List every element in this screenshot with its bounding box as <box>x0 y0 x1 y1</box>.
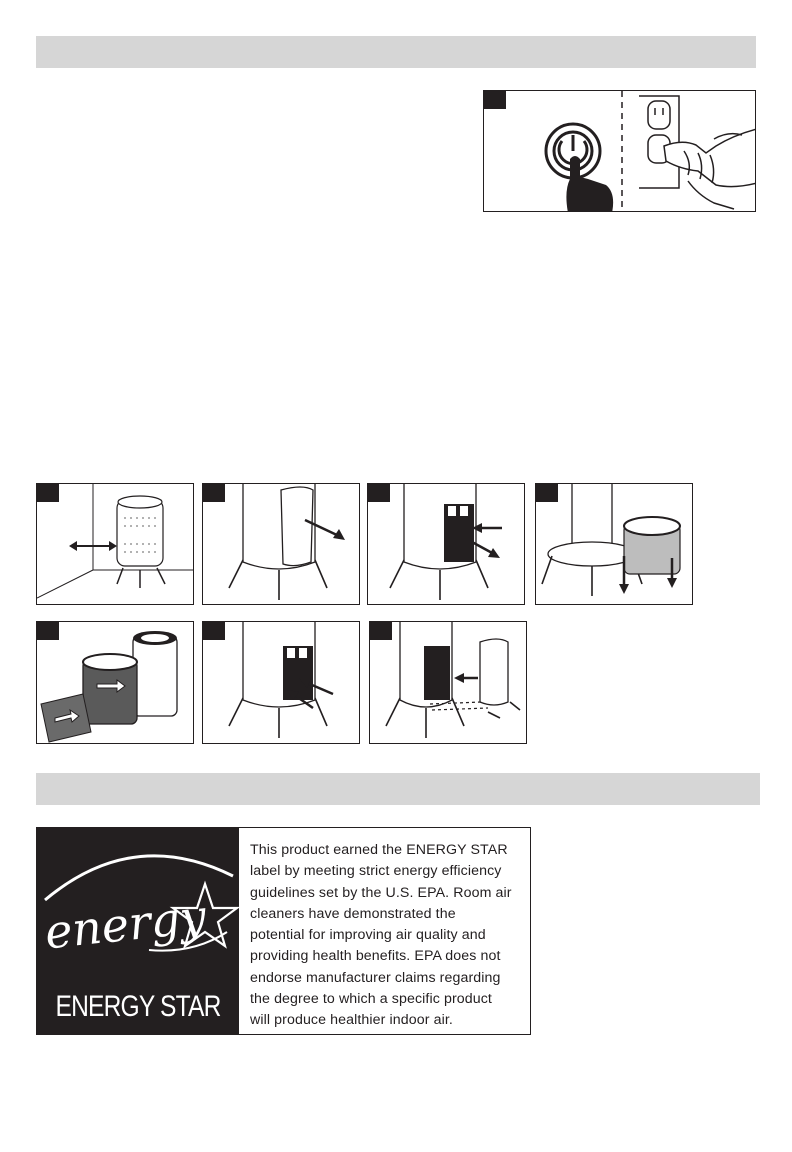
figure-placement-clearance <box>36 483 194 605</box>
figure-replace-cover <box>369 621 527 744</box>
figure-lift-filter <box>535 483 693 605</box>
statement-line: label by meeting strict energy efficiency <box>250 863 502 880</box>
energy-script-text: energy <box>42 888 209 960</box>
energy-star-emblem-icon <box>37 828 239 984</box>
replace-cover-icon <box>370 622 527 744</box>
energy-star-statement-box <box>36 827 531 1035</box>
prefilter-wrap-icon <box>37 622 194 744</box>
figure-power-outlet <box>483 90 756 212</box>
top-section-heading-bar <box>36 36 756 68</box>
energy-star-wordmark-box <box>37 984 239 1034</box>
energy-star-section-heading-bar <box>36 773 760 805</box>
energy-star-statement <box>250 840 530 1032</box>
power-button-and-plug-icon <box>484 91 756 212</box>
remove-cover-icon <box>203 484 360 605</box>
energy-star-wordmark: ENERGY STAR <box>55 990 221 1023</box>
statement-line: will produce healthier indoor air. <box>250 1012 453 1029</box>
statement-line: providing health benefits. EPA does not <box>250 948 501 965</box>
figure-insert-filter <box>202 621 360 744</box>
lift-filter-icon <box>536 484 693 605</box>
energy-star-logo <box>37 828 239 1034</box>
statement-line: endorse manufacturer claims regarding <box>250 969 501 986</box>
purifier-clearance-icon <box>37 484 194 605</box>
figure-wrap-prefilter <box>36 621 194 744</box>
unlock-filter-icon <box>368 484 525 605</box>
figure-unlock-filter <box>367 483 525 605</box>
statement-line: the degree to which a specific product <box>250 991 492 1008</box>
insert-filter-icon <box>203 622 360 744</box>
figure-remove-cover <box>202 483 360 605</box>
statement-line: potential for improving air quality and <box>250 927 486 944</box>
statement-line: cleaners have demonstrated the <box>250 905 456 922</box>
statement-line: This product earned the ENERGY STAR <box>250 842 508 858</box>
statement-line: guidelines set by the U.S. EPA. Room air <box>250 884 512 901</box>
